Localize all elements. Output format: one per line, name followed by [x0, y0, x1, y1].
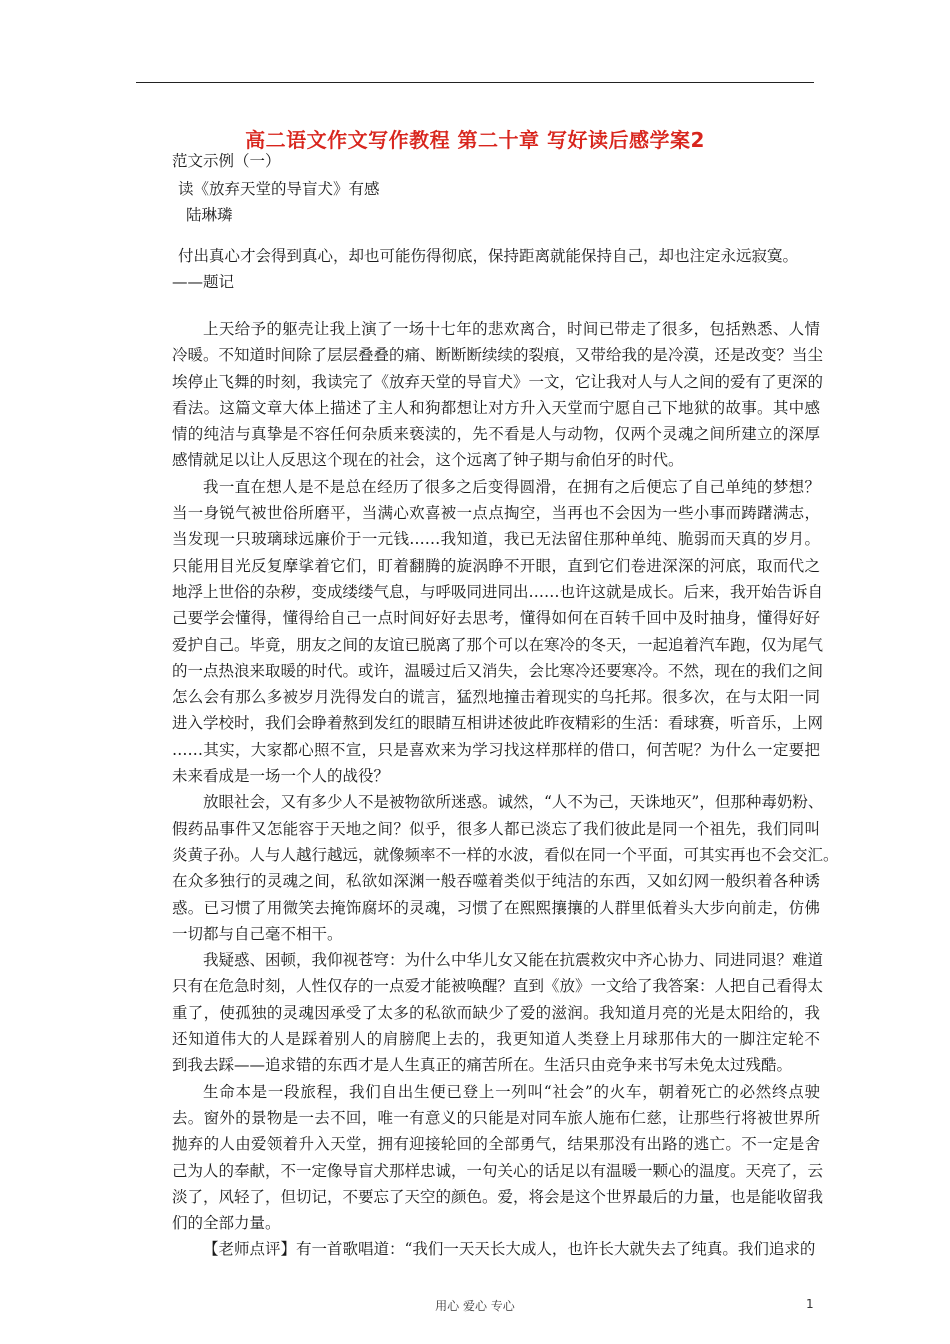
paragraph-line: 只有在危急时刻，人性仅存的一点爱才能被唤醒？直到《放》一文给了我答案：人把自己看得太 [172, 977, 824, 996]
essay-body [172, 316, 839, 1263]
paragraph-line: 生命本是一段旅程，我们自出生便已登上一列叫“社会”的火车，朝着死亡的必然终点驶 [203, 1082, 820, 1101]
header-rule [136, 82, 814, 83]
paragraph-line: 到我去踩——追求错的东西才是人生真正的痛苦所在。生活只由竞争来书写未免太过残酷。 [172, 1056, 793, 1075]
paragraph-line: 己为人的奉献，不一定像导盲犬那样忠诚，一句关心的话足以有温暖一颗心的温度。天亮了，云 [172, 1161, 824, 1180]
paragraph-line: 一切都与自己毫不相干。 [172, 924, 343, 943]
page-footer: 用心 爱心 专心 [435, 1299, 515, 1313]
document-title: 高二语文作文写作教程 第二十章 写好读后感学案2 [245, 128, 705, 152]
paragraph-line: 未来看成是一场一个人的战役？ [172, 767, 390, 786]
paragraph-line: 怎么会有那么多被岁月洗得发白的谎言，猛烈地撞击着现实的乌托邦。很多次，在与太阳一同 [172, 688, 820, 707]
paragraph-line: 上天给予的躯壳让我上演了一场十七年的悲欢离合，时间已带走了很多，包括熟悉、人情 [203, 320, 820, 338]
epigraph-attribution: ——题记 [172, 273, 235, 291]
essay-paragraph [172, 474, 824, 790]
paragraph-line: 重了，使孤独的灵魂因承受了太多的私欲而缺少了爱的滋润。我知道月亮的光是太阳给的，我 [172, 1003, 820, 1022]
paragraph-line: 感情就足以让人反思这个现在的社会，这个远离了钟子期与俞伯牙的时代。 [172, 451, 684, 470]
paragraph-line: 【老师点评】有一首歌唱道：“我们一天天长大成人，也许长大就失去了纯真。我们追求的 [203, 1240, 816, 1259]
paragraph-line: 抛弃的人由爱领着升入天堂，拥有迎接轮回的全部勇气，结果那没有出路的逃亡。不一定是舍 [172, 1135, 820, 1154]
epigraph [172, 243, 832, 295]
paragraph-line: 冷暖。不知道时间除了层层叠叠的痛、断断断续续的裂痕，又带给我的是冷漠，还是改变？当尘 [172, 346, 824, 365]
paragraph-line: 进入学校时，我们会睁着熬到发红的眼睛互相讲述彼此昨夜精彩的生活：看球赛，听音乐，上网 [172, 714, 824, 733]
paragraph-line: 埃停止飞舞的时刻，我读完了《放弃天堂的导盲犬》一文，它让我对人与人之间的爱有了更深的 [172, 372, 824, 391]
paragraph-line: 的一点热浪来取暖的时代。或许，温暖过后又消失，会比寒冷还要寒冷。不然，现在的我们之间 [172, 661, 824, 680]
paragraph-line: 淡了，风轻了，但切记，不要忘了天空的颜色。爱，将会是这个世界最后的力量，也是能收留我 [172, 1187, 824, 1206]
paragraph-line: 爱护自己。毕竟，朋友之间的友谊已脱离了那个可以在寒冷的冬天，一起追着汽车跑，仅为尾气 [172, 635, 824, 654]
page-number: 1 [806, 1297, 814, 1311]
paragraph-line: 放眼社会，又有多少人不是被物欲所迷惑。诚然，“人不为己，天诛地灭”，但那种毒奶粉、 [203, 793, 824, 812]
paragraph-line: 我一直在想人是不是总在经历了很多之后变得圆滑，在拥有之后便忘了自己单纯的梦想？ [203, 477, 820, 496]
paragraph-line: 惑。已习惯了用微笑去掩饰腐坏的灵魂，习惯了在熙熙攘攘的人群里低着头大步向前走，仿佛 [172, 898, 820, 917]
paragraph-line: 们的全部力量。 [172, 1214, 281, 1233]
paragraph-line: 炎黄子孙。人与人越行越远，就像频率不一样的水波，看似在同一个平面，可其实再也不会交汇。 [172, 845, 839, 864]
paragraph-line: 只能用目光反复摩挲着它们，盯着翻腾的旋涡睁不开眼，直到它们卷进深深的河底，取而代之 [172, 556, 820, 575]
paragraph-line: 当一身锐气被世俗所磨平，当满心欢喜被一点点掏空，当再也不会因为一些小事而踌躇满志， [172, 504, 820, 523]
paragraph-line: 己要学会懂得，懂得给自己一点时间好好去思考，懂得如何在百转千回中及时抽身，懂得好好 [172, 609, 820, 628]
epigraph-text: 付出真心才会得到真心，却也可能伤得彻底，保持距离就能保持自己，却也注定永远寂寞。 [178, 247, 799, 265]
essay-paragraph [172, 947, 824, 1078]
essay-paragraph [172, 1236, 820, 1262]
paragraph-line: 情的纯洁与真挚是不容任何杂质来亵渎的，先不看是人与动物，仅两个灵魂之间所建立的深厚 [172, 425, 820, 444]
essay-author: 陆琳璘 [186, 206, 233, 224]
paragraph-line: 还知道伟大的人是踩着别人的肩膀爬上去的，我更知道人类登上月球那伟大的一脚注定轮不 [172, 1030, 820, 1049]
paragraph-line: 去。窗外的景物是一去不回，唯一有意义的只能是对同车旅人施布仁慈，让那些行将被世界所 [172, 1108, 820, 1127]
paragraph-line: 看法。这篇文章大体上描述了主人和狗都想让对方升入天堂而宁愿自己下地狱的故事。其中感 [172, 398, 820, 417]
essay-paragraph [172, 1079, 824, 1237]
essay-title: 读《放弃天堂的导盲犬》有感 [178, 180, 380, 198]
paragraph-line: 当发现一只玻璃球远廉价于一元钱……我知道，我已无法留住那种单纯、脆弱而天真的岁月。 [172, 530, 820, 549]
essay-paragraph [172, 789, 839, 947]
section-label: 范文示例（一） [172, 152, 281, 170]
paragraph-line: 在众多独行的灵魂之间，私欲如深渊一般吞噬着类似于纯洁的东西，又如幻网一般织着各种诱 [172, 872, 820, 891]
essay-paragraph [172, 316, 824, 474]
paragraph-line: 假药品事件又怎能容于天地之间？似乎，很多人都已淡忘了我们彼此是同一个祖先，我们同叫 [172, 819, 820, 838]
paragraph-line: 地浮上世俗的杂秽，变成缕缕气息，与呼吸同进同出……也许这就是成长。后来，我开始告诉自 [172, 582, 824, 601]
paragraph-line: ……其实，大家都心照不宣，只是喜欢来为学习找这样那样的借口，何苦呢？为什么一定要把 [172, 740, 820, 759]
paragraph-line: 我疑惑、困顿，我仰视苍穹：为什么中华儿女又能在抗震救灾中齐心协力、同进同退？难道 [203, 951, 824, 970]
